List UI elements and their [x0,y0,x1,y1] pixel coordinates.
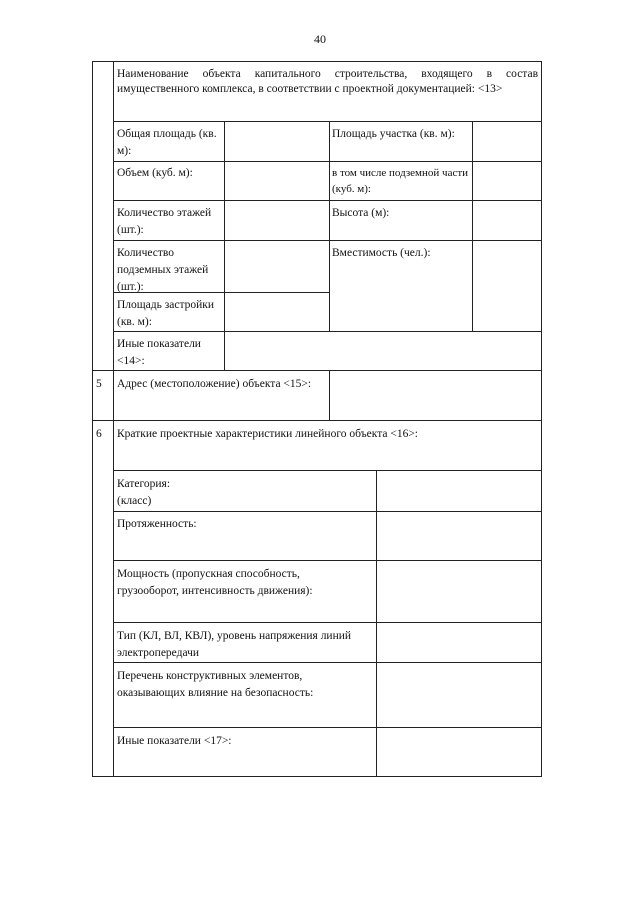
structural-elements-label: Перечень конструктивных элементов, оказывающих влияние на безопасность: [117,670,314,699]
building-area-label: Площадь застройки (кв. м): [117,299,215,328]
height-label: Высота (м): [332,207,390,219]
row-number-6: 6 [96,428,102,440]
underground-volume-label: в том числе подземной части (куб. м): [332,167,469,195]
capacity-power-label: Мощность (пропускная способность, грузооборот, интенсивность движения): [117,568,313,597]
category-label: Категория: (класс) [117,478,171,507]
object-name-label-line2: имущественного комплекса, в соответствии с проектной документацией: <13> [117,83,503,95]
row-number-5: 5 [96,378,102,390]
line-type-label: Тип (КЛ, ВЛ, КВЛ), уровень напряжения линий электропередачи [117,630,352,659]
volume-label: Объем (куб. м): [117,167,193,179]
other-linear-label: Иные показатели <17>: [117,735,232,747]
address-label: Адрес (местоположение) объекта <15>: [117,378,312,390]
total-area-label: Общая площадь (кв. м): [117,128,217,157]
linear-object-label: Краткие проектные характеристики линейного объекта <16>: [117,428,418,440]
object-name-label-line1: Наименование объекта капитального строительства, входящего в состав [117,68,538,80]
plot-area-label: Площадь участка (кв. м): [332,128,455,140]
underground-floors-label: Количество подземных этажей (шт.): [117,247,209,293]
floors-label: Количество этажей (шт.): [117,207,212,236]
page-number: 40 [314,32,326,46]
other-indicators-label: Иные показатели <14>: [117,338,201,367]
capacity-label: Вместимость (чел.): [332,247,431,259]
length-label: Протяженность: [117,518,197,530]
